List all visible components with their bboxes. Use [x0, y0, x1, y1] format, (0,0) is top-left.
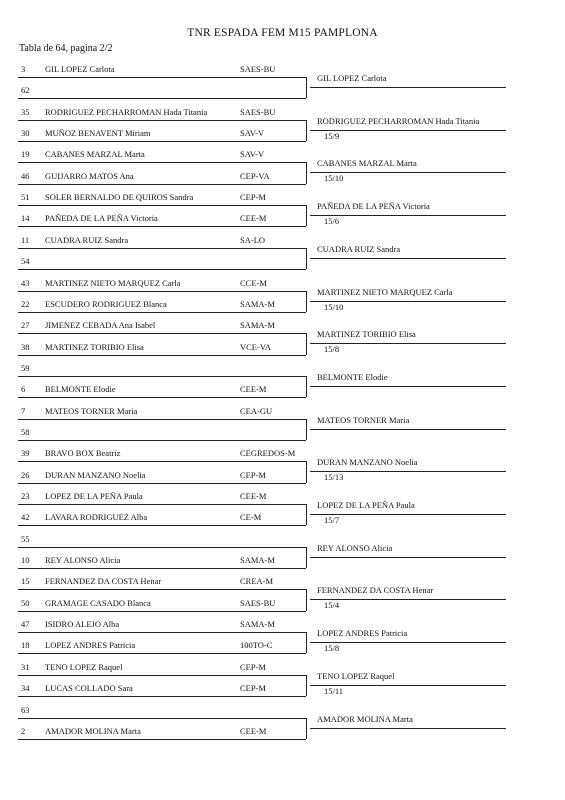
winner-name: BELMONTE Elodie — [317, 371, 388, 382]
entry-club: SAMA-M — [240, 298, 275, 309]
bout-score: 15/10 — [324, 173, 344, 184]
bout-entry — [0, 147, 565, 168]
entry-rule — [18, 226, 306, 227]
entry-name: TENO LOPEZ Raquel — [45, 661, 123, 672]
entry-rule — [18, 718, 306, 719]
entry-rule — [18, 739, 306, 740]
bout-score: 15/8 — [324, 344, 340, 355]
entry-club: SAES-BU — [240, 597, 276, 608]
entry-rule — [18, 675, 306, 676]
entry-seed: 55 — [21, 533, 30, 544]
entry-name: PAÑEDA DE LA PEÑA Victoria — [45, 213, 158, 224]
entry-name: AMADOR MOLINA Marta — [45, 725, 141, 736]
winner-name: FERNANDEZ DA COSTA Henar — [317, 585, 434, 596]
bracket-connector — [306, 718, 307, 739]
bracket-connector — [306, 461, 307, 482]
bout-14 — [0, 617, 565, 659]
entry-seed: 42 — [21, 512, 30, 523]
entry-club: SAV-V — [240, 149, 265, 160]
winner-rule — [310, 258, 506, 259]
entry-club: CCE-M — [240, 277, 267, 288]
winner-rule — [310, 130, 506, 131]
bracket-connector — [306, 248, 307, 269]
bout-score: 15/4 — [324, 600, 340, 611]
bout-entry — [0, 190, 565, 211]
entry-seed: 11 — [21, 234, 30, 245]
bout-entry — [0, 318, 565, 339]
winner-name: PAÑEDA DE LA PEÑA Victoria — [317, 201, 430, 212]
entry-rule — [18, 397, 306, 398]
entry-rule — [18, 120, 306, 121]
bracket-connector — [306, 504, 307, 525]
entry-rule — [18, 248, 306, 249]
winner-rule — [310, 557, 506, 558]
entry-club: CEE-M — [240, 725, 267, 736]
entry-rule — [18, 632, 306, 633]
entry-club: SAV-V — [240, 128, 265, 139]
entry-seed: 59 — [21, 362, 30, 373]
bracket-connector — [306, 162, 307, 183]
entry-seed: 50 — [21, 597, 30, 608]
winner-rule — [310, 215, 506, 216]
entry-club: CEP-M — [240, 192, 266, 203]
winner-name: LOPEZ DE LA PEÑA Paula — [317, 500, 415, 510]
bout-score: 15/8 — [324, 643, 340, 654]
bout-score: 15/9 — [324, 130, 340, 141]
entry-seed: 34 — [21, 683, 30, 694]
entry-rule — [18, 98, 306, 99]
entry-rule — [18, 291, 306, 292]
winner-name: CABANES MARZAL Marta — [317, 158, 417, 169]
entry-seed: 22 — [21, 298, 30, 309]
winner-rule — [310, 599, 506, 600]
winner-rule — [310, 429, 506, 430]
winner-name: CUADRA RUIZ Sandra — [317, 243, 401, 254]
winner-rule — [310, 386, 506, 387]
bout-entry — [0, 276, 565, 297]
entry-name: LOPEZ ANDRES Patricia — [45, 640, 136, 651]
entry-club: SAES-BU — [240, 106, 276, 117]
winner-rule — [310, 728, 506, 729]
entry-rule — [18, 483, 306, 484]
entry-name: MUÑOZ BENAVENT Miriam — [45, 128, 151, 139]
entry-seed: 15 — [21, 576, 30, 587]
bout-entry — [0, 233, 565, 254]
entry-rule — [18, 525, 306, 526]
bout-2 — [0, 105, 565, 147]
bout-10 — [0, 446, 565, 488]
entry-rule — [18, 333, 306, 334]
entry-rule — [18, 312, 306, 313]
bout-entry — [0, 404, 565, 425]
entry-seed: 62 — [21, 85, 30, 96]
entry-name: JIMENEZ CEBADA Ana Isabel — [45, 320, 156, 331]
entry-club: CE-M — [240, 512, 262, 523]
entry-rule — [18, 440, 306, 441]
winner-rule — [310, 642, 506, 643]
entry-club: CEA-GU — [240, 405, 273, 416]
entry-rule — [18, 205, 306, 206]
entry-seed: 6 — [21, 384, 26, 395]
entry-name: GRAMAGE CASADO Blanca — [45, 597, 151, 608]
entry-seed: 35 — [21, 106, 30, 117]
entry-seed: 14 — [21, 213, 30, 224]
bout-entry — [0, 105, 565, 126]
bracket-connector — [306, 419, 307, 440]
bout-score: 15/6 — [324, 216, 340, 227]
bout-entry — [0, 532, 565, 553]
bout-15 — [0, 660, 565, 702]
entry-club: CEE-M — [240, 491, 267, 501]
winner-rule — [310, 87, 506, 88]
entry-name: BELMONTE Elodie — [45, 384, 116, 395]
entry-name: RODRIGUEZ PECHARROMAN Hada Titania — [45, 106, 208, 117]
bracket-connector — [306, 547, 307, 568]
entry-rule — [18, 184, 306, 185]
table-subtitle: Tabla de 64, pagina 2/2 — [19, 43, 113, 54]
entry-club: CEE-M — [240, 384, 267, 395]
entry-rule — [18, 547, 306, 548]
bout-entry — [0, 574, 565, 595]
winner-rule — [310, 343, 506, 344]
bracket-connector — [306, 675, 307, 696]
winner-name: GIL LOPEZ Carlota — [317, 73, 387, 83]
bout-7 — [0, 318, 565, 360]
entry-name: CABANES MARZAL Marta — [45, 149, 145, 160]
bout-1 — [0, 62, 565, 104]
entry-seed: 54 — [21, 256, 30, 267]
entry-club: CEP-M — [240, 683, 266, 694]
bracket-connector — [306, 376, 307, 397]
bout-8 — [0, 361, 565, 403]
entry-name: MARTINEZ NIETO MARQUEZ Carla — [45, 277, 181, 288]
entry-rule — [18, 696, 306, 697]
bracket-connector — [306, 120, 307, 141]
winner-name: DURAN MANZANO Noelia — [317, 457, 418, 468]
bout-score: 15/7 — [324, 515, 340, 525]
entry-club: CEP-M — [240, 661, 266, 672]
bout-entry — [0, 62, 565, 83]
entry-club: CEP-VA — [240, 170, 270, 181]
winner-rule — [310, 514, 506, 515]
bracket-connector — [306, 205, 307, 226]
entry-club: SAMA-M — [240, 320, 275, 331]
entry-name: LOPEZ DE LA PEÑA Paula — [45, 491, 143, 501]
bout-4 — [0, 190, 565, 232]
entry-name: BRAVO BOX Beatriz — [45, 448, 121, 459]
entry-name: MATEOS TORNER Maria — [45, 405, 138, 416]
bout-entry — [0, 361, 565, 382]
entry-seed: 51 — [21, 192, 30, 203]
winner-name: AMADOR MOLINA Marta — [317, 713, 413, 724]
entry-seed: 43 — [21, 277, 30, 288]
entry-club: 100TO-C — [240, 640, 273, 651]
entry-seed: 46 — [21, 170, 30, 181]
winner-name: LOPEZ ANDRES Patricia — [317, 628, 408, 639]
entry-rule — [18, 461, 306, 462]
entry-club: CEP-M — [240, 469, 266, 480]
bout-16 — [0, 703, 565, 745]
page-title: TNR ESPADA FEM M15 PAMPLONA — [187, 27, 378, 39]
entry-seed: 38 — [21, 341, 30, 352]
entry-rule — [18, 77, 306, 78]
entry-club: SAES-BU — [240, 64, 276, 74]
bout-entry — [0, 446, 565, 467]
entry-club: SAMA-M — [240, 555, 275, 566]
bout-6 — [0, 276, 565, 318]
entry-name: GUIJARRO MATOS Ana — [45, 170, 134, 181]
winner-name: MARTINEZ NIETO MARQUEZ Carla — [317, 286, 453, 297]
bout-score: 15/11 — [324, 685, 344, 696]
bout-entry — [0, 660, 565, 681]
bout-score: 15/13 — [324, 472, 344, 483]
entry-name: REY ALONSO Alicia — [45, 555, 121, 566]
bout-5 — [0, 233, 565, 275]
entry-rule — [18, 162, 306, 163]
entry-seed: 47 — [21, 619, 30, 630]
entry-name: ISIDRO ALEJO Alba — [45, 619, 120, 630]
bracket-connector — [306, 589, 307, 610]
entry-club: CEGREDOS-M — [240, 448, 296, 459]
entry-club: VCE-VA — [240, 341, 272, 352]
entry-name: MARTINEZ TORIBIO Elisa — [45, 341, 144, 352]
entry-name: CUADRA RUIZ Sandra — [45, 234, 129, 245]
bout-3 — [0, 147, 565, 189]
bout-9 — [0, 404, 565, 446]
entry-club: SAMA-M — [240, 619, 275, 630]
entry-seed: 30 — [21, 128, 30, 139]
entry-seed: 26 — [21, 469, 30, 480]
winner-name: MARTINEZ TORIBIO Elisa — [317, 329, 416, 340]
bout-score: 15/10 — [324, 301, 344, 312]
entry-rule — [18, 589, 306, 590]
entry-seed: 31 — [21, 661, 30, 672]
entry-seed: 58 — [21, 426, 30, 437]
entry-rule — [18, 568, 306, 569]
winner-name: RODRIGUEZ PECHARROMAN Hada Titania — [317, 115, 480, 126]
entry-seed: 27 — [21, 320, 30, 331]
bracket-connector — [306, 333, 307, 354]
entry-seed: 39 — [21, 448, 30, 459]
entry-name: GIL LOPEZ Carlota — [45, 64, 115, 74]
bout-entry — [0, 703, 565, 724]
bracket-connector — [306, 291, 307, 312]
entry-rule — [18, 376, 306, 377]
bout-entry — [0, 489, 565, 510]
entry-seed: 2 — [21, 725, 26, 736]
bout-entry — [0, 617, 565, 638]
bout-11 — [0, 489, 565, 531]
entry-rule — [18, 141, 306, 142]
bout-12 — [0, 532, 565, 574]
entry-rule — [18, 269, 306, 270]
entry-name: DURAN MANZANO Noelia — [45, 469, 146, 480]
entry-club: CEE-M — [240, 213, 267, 224]
winner-name: MATEOS TORNER Maria — [317, 414, 410, 425]
entry-club: CREA-M — [240, 576, 274, 587]
entry-seed: 19 — [21, 149, 30, 160]
entry-seed: 7 — [21, 405, 26, 416]
winner-name: REY ALONSO Alicia — [317, 542, 393, 553]
entry-seed: 18 — [21, 640, 30, 651]
entry-club: SA-LO — [240, 234, 266, 245]
entry-seed: 3 — [21, 64, 26, 74]
entry-name: FERNANDEZ DA COSTA Henar — [45, 576, 162, 587]
bracket-connector — [306, 632, 307, 653]
entry-name: LAVARA RODRIGUEZ Alba — [45, 512, 148, 523]
entry-name: SOLER BERNALDO DE QUIROS Sandra — [45, 192, 194, 203]
entry-name: LUCAS COLLADO Sara — [45, 683, 133, 694]
entry-rule — [18, 504, 306, 505]
bout-13 — [0, 574, 565, 616]
entry-rule — [18, 653, 306, 654]
entry-seed: 63 — [21, 704, 30, 715]
bracket-connector — [306, 77, 307, 98]
entry-rule — [18, 355, 306, 356]
entry-seed: 10 — [21, 555, 30, 566]
entry-rule — [18, 419, 306, 420]
entry-seed: 23 — [21, 491, 30, 501]
entry-rule — [18, 611, 306, 612]
winner-name: TENO LOPEZ Raquel — [317, 670, 395, 681]
entry-name: ESCUDERO RODRIGUEZ Blanca — [45, 298, 167, 309]
